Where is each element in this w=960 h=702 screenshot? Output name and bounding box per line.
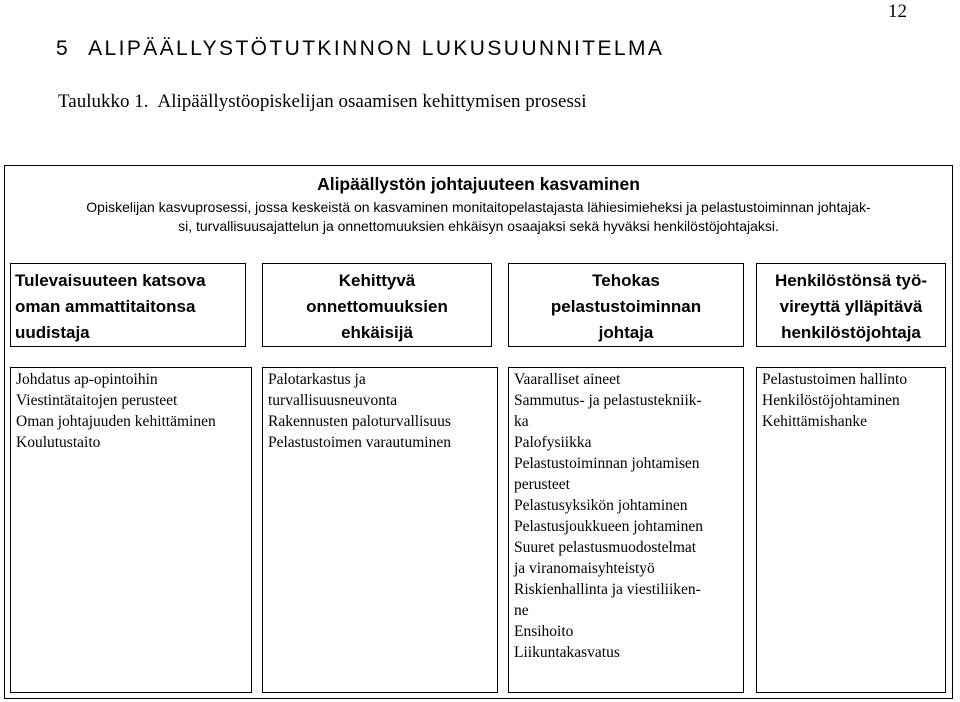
header-line: Tehokas <box>592 271 660 290</box>
table-caption-text: Alipäällystöopiskelijan osaamisen kehittymisen prosessi <box>157 91 587 112</box>
list-item: Pelastusjoukkueen johtaminen <box>514 518 703 535</box>
column-header-accident-prevention <box>262 263 492 347</box>
header-line: johtaja <box>598 323 654 342</box>
column-body-rescue-leader <box>508 367 744 693</box>
table-caption-label: Taulukko 1. <box>58 91 149 112</box>
table-caption <box>58 91 587 113</box>
column-header-renewer <box>10 263 246 347</box>
column-body-hr-leader <box>756 367 946 693</box>
column-header-hr-leader <box>756 263 946 347</box>
list-item: Riskienhallinta ja viestiliiken- <box>514 581 701 598</box>
list-item: Viestintätaitojen perusteet <box>16 392 178 409</box>
header-line: Tulevaisuuteen katsova <box>15 271 206 290</box>
list-item: Palotarkastus ja <box>268 371 366 388</box>
intro-title: Alipäällystön johtajuuteen kasvaminen <box>317 174 640 194</box>
list-item: Rakennusten paloturvallisuus <box>268 413 451 430</box>
list-item: Vaaralliset aineet <box>514 371 621 388</box>
list-item: Ensihoito <box>514 623 574 640</box>
header-line: uudistaja <box>15 323 90 342</box>
list-item: Palofysiikka <box>514 434 592 451</box>
list-item: Suuret pelastusmuodostelmat <box>514 539 697 556</box>
list-item: Koulutustaito <box>16 434 101 451</box>
list-item: Pelastustoiminnan johtamisen <box>514 455 700 472</box>
header-line: oman ammattitaitonsa <box>15 297 196 316</box>
header-line: henkilöstöjohtaja <box>781 323 921 342</box>
list-item: Johdatus ap-opintoihin <box>16 371 158 388</box>
header-line: Kehittyvä <box>338 271 416 290</box>
column-body-renewer <box>10 367 252 693</box>
chapter-heading <box>56 37 664 61</box>
list-item: Liikuntakasvatus <box>514 644 620 661</box>
page-number: 12 <box>888 1 907 22</box>
list-item: Sammutus- ja pelastustekniik- <box>514 392 702 409</box>
intro-line: si, turvallisuusajattelun ja onnettomuuksien ehkäisyn osaajaksi sekä hyväksi henkilöstöjohtajaksi. <box>178 218 779 234</box>
chapter-number: 5 <box>56 37 71 60</box>
intro-text <box>4 198 953 236</box>
header-line: onnettomuuksien <box>306 297 448 316</box>
header-line: Henkilöstönsä työ- <box>774 271 928 290</box>
header-line: pelastustoiminnan <box>550 297 702 316</box>
column-body-accident-prevention <box>262 367 498 693</box>
chapter-title: ALIPÄÄLLYSTÖTUTKINNON LUKUSUUNNITELMA <box>88 37 665 60</box>
list-item: ja viranomaisyhteistyö <box>514 560 655 577</box>
list-item: perusteet <box>514 476 570 493</box>
list-item: Henkilöstöjohtaminen <box>762 392 900 409</box>
list-item: Oman johtajuuden kehittäminen <box>16 413 216 430</box>
list-item: Pelastustoimen hallinto <box>762 371 908 388</box>
column-header-rescue-leader <box>508 263 744 347</box>
list-item: Pelastustoimen varautuminen <box>268 434 451 451</box>
list-item: turvallisuusneuvonta <box>268 392 398 409</box>
list-item: ne <box>514 602 529 619</box>
list-item: Pelastusyksikön johtaminen <box>514 497 688 514</box>
intro-line: Opiskelijan kasvuprosessi, jossa keskeistä on kasvaminen monitaitopelastajasta lähiesimieheksi ja pelastustoiminnan johtajak- <box>86 199 871 215</box>
header-line: vireyttä ylläpitävä <box>779 297 923 316</box>
list-item: ka <box>514 413 529 430</box>
list-item: Kehittämishanke <box>762 413 868 430</box>
header-line: ehkäisijä <box>341 323 413 342</box>
